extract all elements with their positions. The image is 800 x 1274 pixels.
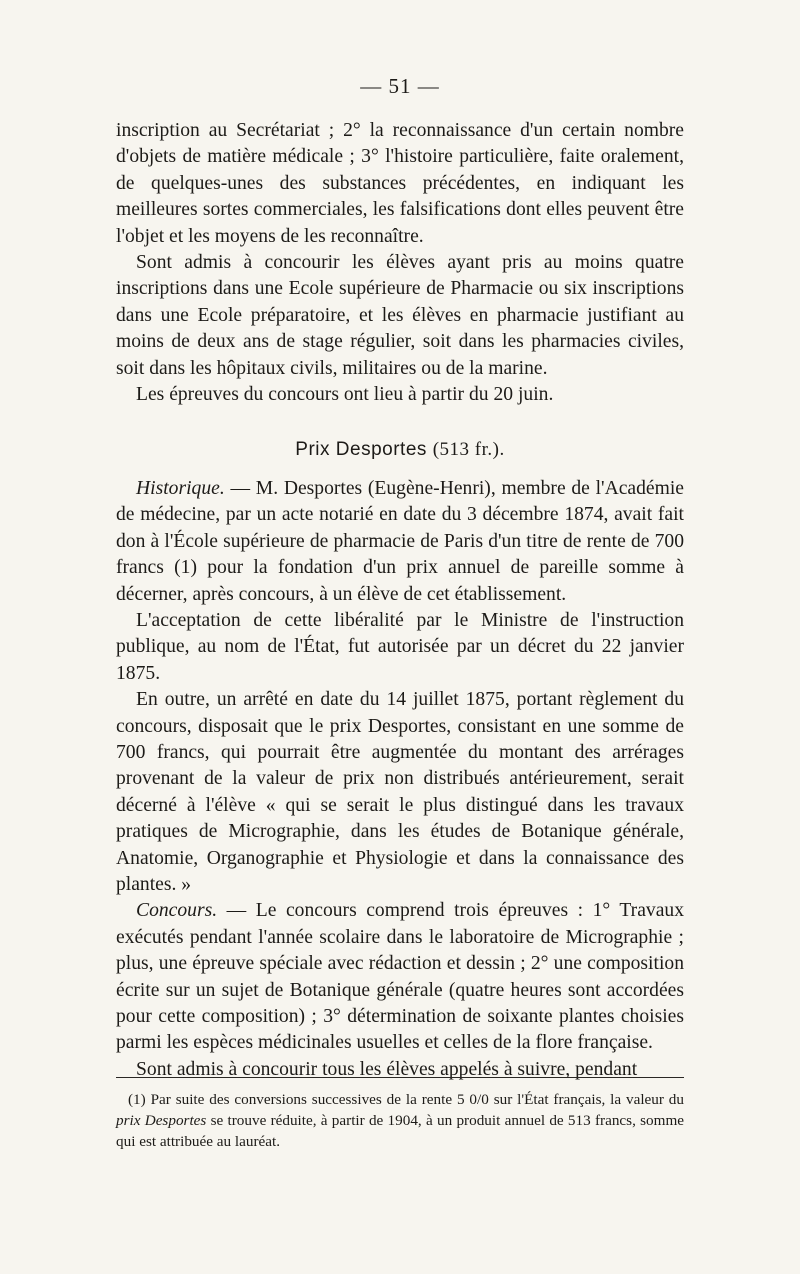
- paragraph-admission-concours: Sont admis à concourir tous les élèves appelés à suivre, pendant: [136, 1058, 638, 1080]
- historique-label: Historique.: [136, 477, 225, 499]
- section-heading: [116, 437, 684, 463]
- concours-text: — Le concours comprend trois épreuves : 1° Travaux exécutés pendant l'année scolaire dans le laboratoire de Micrographie ; plus, une épreuve spéciale avec rédaction et dessin ; 2° une composition écrite sur un sujet de Botanique générale (quatre heures sont accordées pour cette composition) ; 3° détermination de soixante plantes choisies parmi les espèces médicinales usuelles et celles de la flore française.: [116, 900, 684, 1054]
- paragraph-continued: inscription au Secrétariat ; 2° la reconnaissance d'un certain nombre d'objets de matière médicale ; 3° l'histoire particulière, faite oralement, de quelques-unes des substances précédentes, en indiquant les meilleures sortes commerciales, les falsifications dont elles peuvent être l'objet et les moyens de les reconnaître.: [116, 120, 684, 247]
- body-text: [116, 118, 684, 1083]
- footnote-end: se trouve réduite, à partir de 1904, à un produit annuel de 513 francs, somme qui est attribuée au lauréat.: [116, 1112, 685, 1150]
- page-number: — 51 —: [360, 74, 440, 98]
- footnote-start: (1) Par suite des conversions successives de la rente 5 0/0 sur l'État français, la valeur du: [128, 1091, 684, 1108]
- footnote-italic: prix Desportes: [116, 1112, 207, 1129]
- footnote: [116, 1089, 684, 1152]
- heading-amount: (513 fr.).: [432, 439, 505, 461]
- paragraph-epreuves-date: Les épreuves du concours ont lieu à partir du 20 juin.: [136, 384, 554, 406]
- historique-text: — M. Desportes (Eugène-Henri), membre de l'Académie de médecine, par un acte notarié en date du 3 décembre 1874, avait fait don à l'École supérieure de pharmacie de Paris d'un titre de rente de 700 francs (1) pour la fondation d'un prix annuel de pareille somme à décerner, après concours, à un élève de cet établissement.: [116, 477, 684, 605]
- footnote-divider: [116, 1077, 684, 1078]
- concours-label: Concours.: [136, 900, 218, 922]
- paragraph-concours: [116, 898, 684, 1056]
- paragraph-historique: [116, 476, 684, 608]
- paragraph-arrete: En outre, un arrêté en date du 14 juillet 1875, portant règlement du concours, disposait que le prix Desportes, consistant en une somme de 700 francs, qui pourrait être augmentée du montant des arrérages provenant de la valeur de prix non distribués antérieurement, serait décerné à l'élève « qui se serait le plus distingué dans les travaux pratiques de Micrographie, dans les études de Botanique générale, Anatomie, Organographie et Physiologie et dans la connaissance des plantes. »: [116, 689, 684, 895]
- heading-title: Prix Desportes: [295, 439, 427, 461]
- paragraph-admission: Sont admis à concourir les élèves ayant pris au moins quatre inscriptions dans une Ecole supérieure de Pharmacie ou six inscriptions dans une Ecole préparatoire, et les élèves en pharmacie justifiant au moins de deux ans de stage régulier, soit dans les pharmacies civiles, soit dans les hôpitaux civils, militaires ou de la marine.: [116, 252, 684, 379]
- paragraph-acceptation: L'acceptation de cette libéralité par le Ministre de l'instruction publique, au nom de l'État, fut autorisée par un décret du 22 janvier 1875.: [116, 609, 684, 684]
- footnote-text: [116, 1089, 684, 1152]
